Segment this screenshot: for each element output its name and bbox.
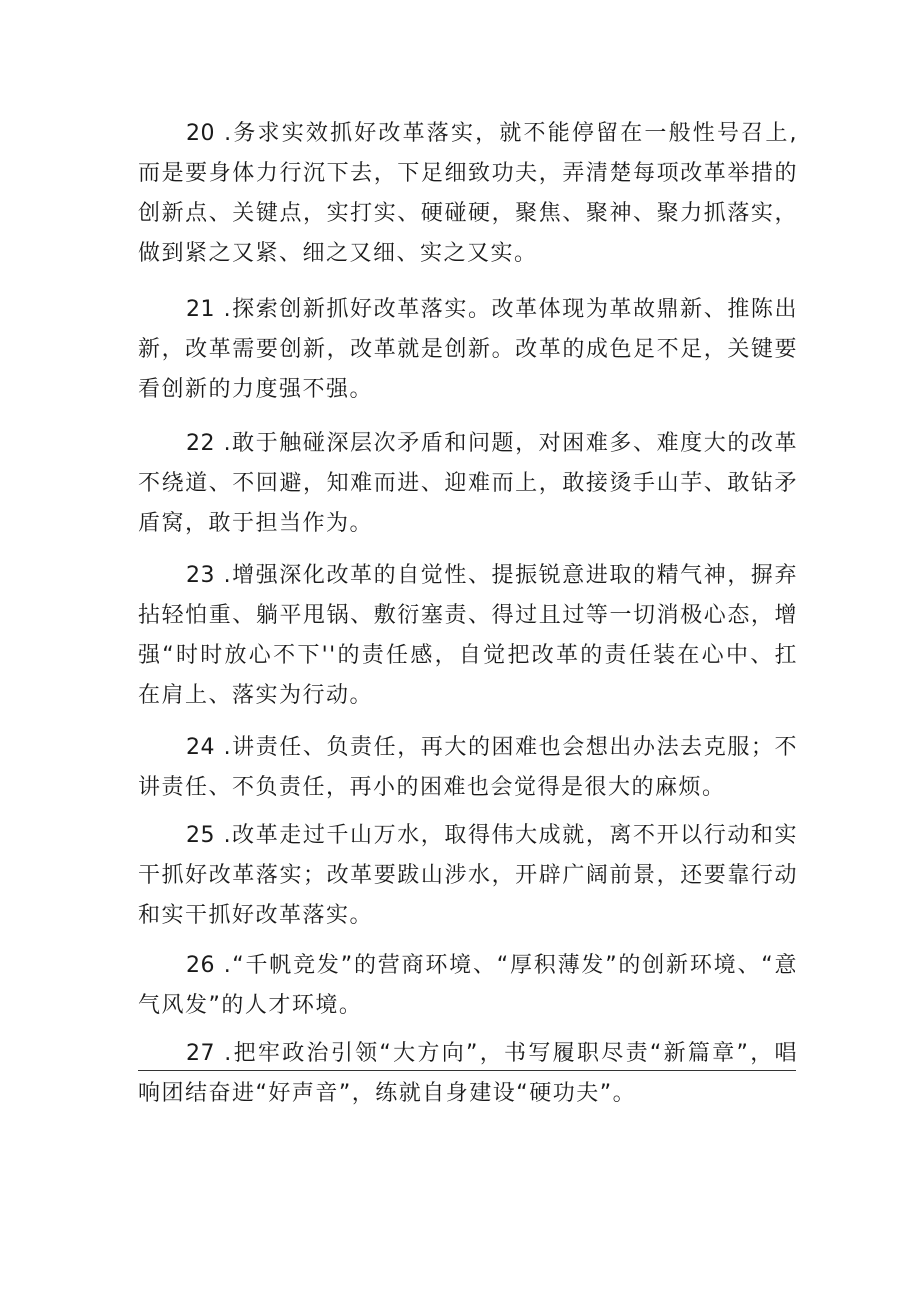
horizontal-rule bbox=[138, 1070, 796, 1071]
paragraph-text: .“千帆竞发”的营商环境、“厚积薄发”的创新环境、“意气风发”的人才环境。 bbox=[138, 953, 798, 1018]
paragraph-number: 27 bbox=[186, 1041, 215, 1066]
paragraph-24 bbox=[138, 728, 798, 808]
paragraph-number: 25 bbox=[186, 823, 215, 848]
paragraph-26 bbox=[138, 946, 798, 1026]
paragraph-23 bbox=[138, 556, 798, 716]
paragraph-text: .增强深化改革的自觉性、提振锐意进取的精气神，摒弃拈轻怕重、躺平甩锅、敷衍塞责、得过且过等一切消极心态，增强“时时放心不下''的责任感，自觉把改革的责任装在心中、扛在肩上、落实为行动。 bbox=[138, 563, 798, 708]
paragraph-22 bbox=[138, 424, 798, 544]
paragraph-number: 20 bbox=[186, 121, 215, 146]
paragraph-text: .探索创新抓好改革落实。改革体现为革故鼎新、推陈出新，改革需要创新，改革就是创新。改革的成色足不足，关键要看创新的力度强不强。 bbox=[138, 297, 798, 402]
paragraph-number: 24 bbox=[186, 735, 215, 760]
paragraph-25 bbox=[138, 816, 798, 936]
paragraph-text: .敢于触碰深层次矛盾和问题，对困难多、难度大的改革不绕道、不回避，知难而进、迎难而上，敢接烫手山芋、敢钻矛盾窝，敢于担当作为。 bbox=[138, 431, 798, 536]
paragraph-text: .务求实效抓好改革落实，就不能停留在一般性号召上,而是要身体力行沉下去，下足细致功夫，弄清楚每项改革举措的创新点、关键点，实打实、硬碰硬，聚焦、聚神、聚力抓落实，做到紧之又紧、细之又细、实之又实。 bbox=[138, 121, 798, 266]
paragraph-20 bbox=[138, 114, 798, 274]
paragraph-text: .把牢政治引领“大方向”，书写履职尽责“新篇章”，唱响团结奋进“好声音”，练就自身建设“硬功夫”。 bbox=[138, 1041, 798, 1106]
paragraph-27 bbox=[138, 1034, 798, 1114]
paragraph-number: 21 bbox=[186, 297, 215, 322]
paragraph-number: 22 bbox=[186, 431, 215, 456]
paragraph-number: 26 bbox=[186, 953, 215, 978]
paragraph-number: 23 bbox=[186, 563, 215, 588]
paragraph-21 bbox=[138, 290, 798, 410]
paragraph-text: .讲责任、负责任，再大的困难也会想出办法去克服；不讲责任、不负责任，再小的困难也会觉得是很大的麻烦。 bbox=[138, 735, 798, 800]
paragraph-text: .改革走过千山万水，取得伟大成就，离不开以行动和实干抓好改革落实；改革要跋山涉水，开辟广阔前景，还要靠行动和实干抓好改革落实。 bbox=[138, 823, 798, 928]
